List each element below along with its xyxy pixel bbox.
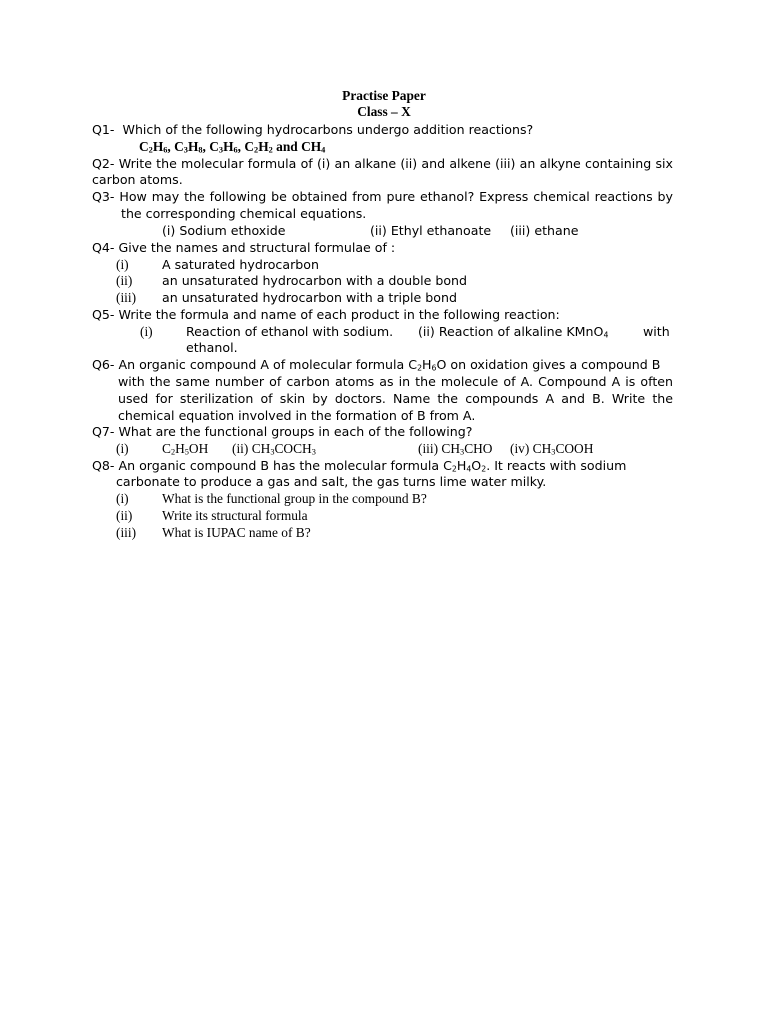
q4-stem: Q4- Give the names and structural formulae of : (92, 240, 396, 255)
q1-prefix: Q1- (92, 122, 115, 137)
q8-item-3: What is IUPAC name of B? (162, 525, 311, 540)
q8-item-1-num: (i) (116, 491, 129, 506)
q5-item-num: (i) (140, 324, 153, 339)
q8-item-2: Write its structural formula (162, 508, 308, 523)
question-1 (92, 122, 533, 138)
q4-item-1: A saturated hydrocarbon (162, 257, 319, 272)
q1-text: Which of the following hydrocarbons undergo addition reactions? (122, 122, 534, 137)
q5-reaction-2-with: with (643, 324, 670, 339)
q3-option-1: (i) Sodium ethoxide (162, 223, 286, 238)
q7-formula-c2h5oh: $C_2H_5OH$ (162, 441, 209, 457)
q2-line-1: Q2- Write the molecular formula of (i) an alkane (ii) and alkene (iii) an alkyne containing six (92, 156, 673, 171)
q5-reaction-1: Reaction of ethanol with sodium. (186, 324, 394, 339)
q7-formula-ch3cho: (iii) $CH_3CHO$ (418, 441, 493, 457)
formula-c3h6: $C_3H_6$, (209, 139, 242, 155)
q3-option-3: (iii) ethane (510, 223, 579, 238)
q6-line-3: used for sterilization of skin by doctors. Name the compounds A and B. Write the (118, 391, 673, 406)
class-label: Class – X (357, 104, 411, 119)
formula-ch4: $CH_4$ (301, 139, 326, 155)
q5-stem: Q5- Write the formula and name of each product in the following reaction: (92, 307, 560, 322)
q7-item-num: (i) (116, 441, 129, 456)
page-title: Practise Paper (342, 88, 426, 103)
q4-item-1-num: (i) (116, 257, 129, 272)
q1-formula-list (139, 139, 325, 155)
q4-item-3: an unsaturated hydrocarbon with a triple bond (162, 290, 457, 305)
q5-line-2: ethanol. (186, 340, 238, 355)
q8-item-1: What is the functional group in the compound B? (162, 491, 427, 506)
q3-line-1: Q3- How may the following be obtained from pure ethanol? Express chemical reactions by (92, 189, 673, 204)
q7-formula-ch3cooh: (iv) $CH_3COOH$ (510, 441, 594, 457)
q6-line-2: with the same number of carbon atoms as in the molecule of A. Compound A is often (118, 374, 673, 389)
q4-item-2-num: (ii) (116, 273, 133, 288)
formula-c3h8: $C_3H_8$, (174, 139, 206, 155)
q7-formula-ch3coch3: (ii) $CH_3COCH_3$ (232, 441, 316, 457)
q2-line-2: carbon atoms. (92, 172, 183, 187)
formula-c2h6: $C_2H_6$, (139, 139, 171, 155)
q8-line-1: Q8- An organic compound B has the molecular formula $C_2H_4O_2$. It reacts with sodium (92, 458, 627, 474)
q8-item-3-num: (iii) (116, 525, 137, 540)
formula-c2h2: $C_2H_2$ and (244, 139, 298, 155)
q4-item-3-num: (iii) (116, 290, 137, 305)
q6-line-4: chemical equation involved in the formation of B from A. (118, 408, 476, 423)
q5-reaction-2: (ii) Reaction of alkaline KMnO$_4$ (418, 324, 609, 340)
q6-line-1: Q6- An organic compound A of molecular formula $C_2H_6O$ on oxidation gives a compound B (92, 357, 661, 373)
q8-line-2: carbonate to produce a gas and salt, the gas turns lime water milky. (116, 474, 547, 489)
q3-option-2: (ii) Ethyl ethanoate (370, 223, 492, 238)
q3-line-2: the corresponding chemical equations. (121, 206, 367, 221)
q8-item-2-num: (ii) (116, 508, 133, 523)
q4-item-2: an unsaturated hydrocarbon with a double bond (162, 273, 468, 288)
q7-stem: Q7- What are the functional groups in each of the following? (92, 424, 473, 439)
